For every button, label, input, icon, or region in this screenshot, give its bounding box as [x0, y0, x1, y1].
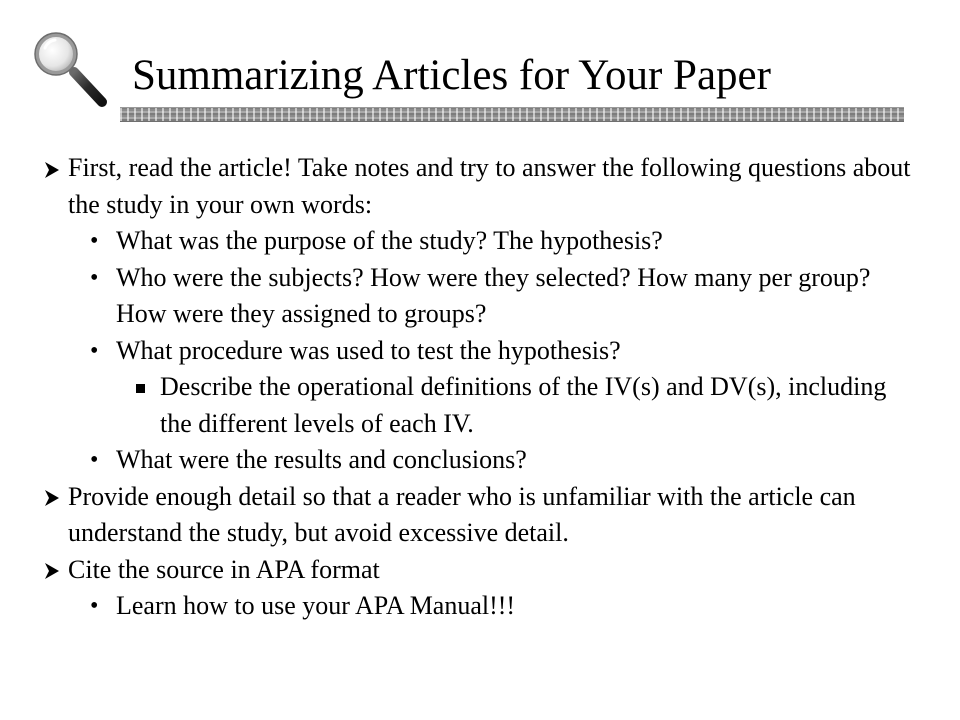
list-item	[44, 369, 924, 442]
title-divider	[120, 107, 904, 122]
slide-body	[44, 150, 924, 625]
list-item-text: First, read the article! Take notes and try to answer the following questions about the study in your own words:	[68, 153, 911, 219]
list-item-text: What was the purpose of the study? The hypothesis?	[116, 226, 663, 255]
list-item-text: Cite the source in APA format	[68, 554, 380, 584]
round-bullet: •	[90, 337, 99, 364]
round-bullet: •	[90, 228, 99, 254]
slide-title: Summarizing Articles for Your Paper	[132, 52, 771, 99]
list-item	[44, 479, 924, 552]
list-item-text: Learn how to use your APA Manual!!!	[116, 591, 516, 620]
arrowhead-bullet-icon	[44, 150, 60, 187]
list-item	[44, 588, 924, 625]
list-item-text: Provide enough detail so that a reader who is unfamiliar with the article can understand the study, but avoid excessive detail.	[68, 481, 856, 547]
magnifying-glass-icon	[30, 28, 112, 110]
list-item	[44, 552, 924, 589]
list-item	[44, 442, 924, 479]
list-item-text: Describe the operational definitions of the IV(s) and DV(s), including the different levels of each IV.	[160, 372, 887, 438]
list-item	[44, 223, 924, 260]
list-item	[44, 260, 924, 333]
list-item-text: Who were the subjects? How were they selected? How many per group? How were they assigned to groups?	[116, 262, 871, 328]
round-bullet: •	[90, 593, 99, 619]
list-item-text: What procedure was used to test the hypothesis?	[116, 335, 621, 365]
square-bullet	[136, 369, 145, 406]
arrowhead-bullet-icon	[44, 552, 60, 589]
list-item	[44, 150, 924, 223]
round-bullet: •	[90, 264, 99, 291]
list-item-text: What were the results and conclusions?	[116, 445, 527, 474]
list-item	[44, 333, 924, 370]
round-bullet: •	[90, 447, 99, 473]
arrowhead-bullet-icon	[44, 479, 60, 516]
